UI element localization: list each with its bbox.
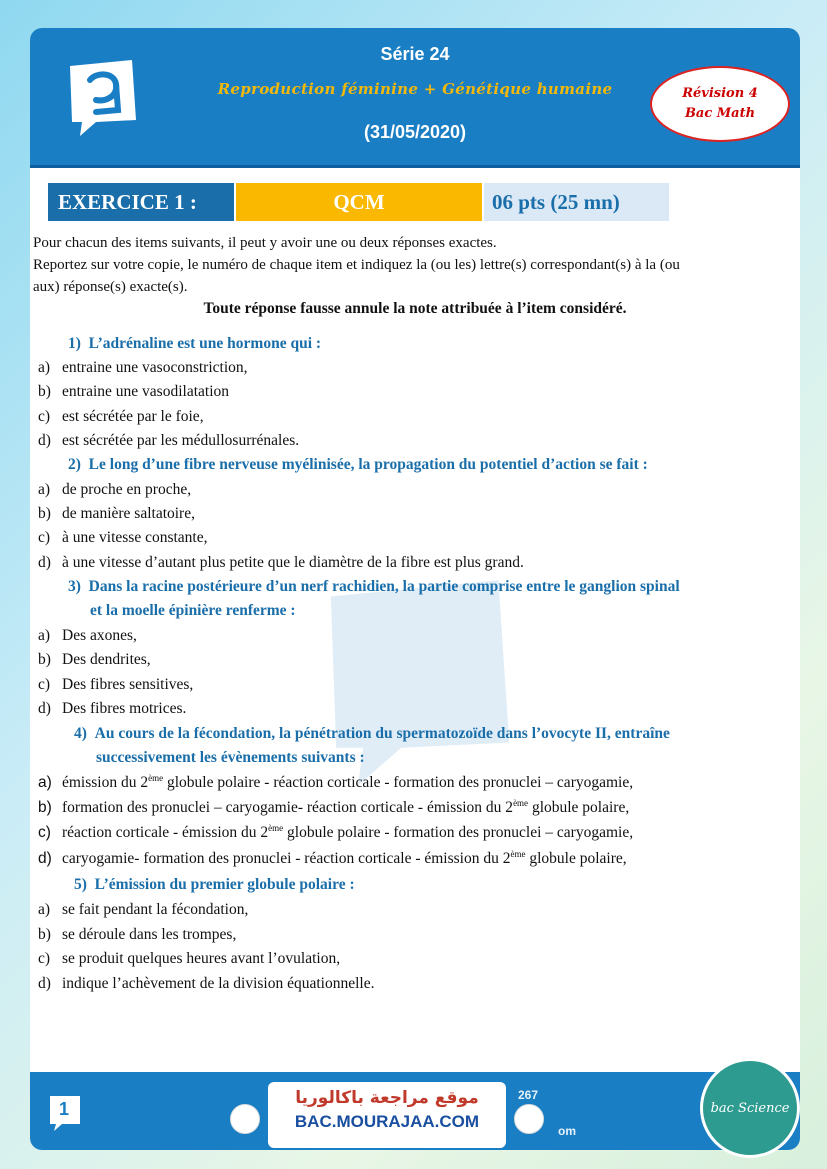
bac-science-logo: bac Science: [700, 1058, 800, 1158]
option-3a: [38, 624, 137, 648]
option-text: se produit quelques heures avant l’ovulation,: [62, 950, 341, 967]
question-text: Dans la racine postérieure d’un nerf rachidien, la partie comprise entre le ganglion spinal: [88, 578, 680, 595]
option-4d: [38, 847, 627, 871]
question-number: 5): [74, 876, 87, 893]
scoring-rule: Toute réponse fausse annule la note attribuée à l’item considéré.: [203, 300, 627, 317]
option-text: se déroule dans les trompes,: [62, 926, 237, 943]
option-letter: d): [38, 554, 51, 571]
option-text: à une vitesse constante,: [62, 529, 208, 546]
option-text: Des dendrites,: [62, 651, 151, 668]
option-letter: c): [38, 824, 51, 841]
option-text: à une vitesse d’autant plus petite que le diamètre de la fibre est plus grand.: [62, 554, 524, 571]
option-4a: [38, 771, 633, 795]
page-number: 1: [58, 1099, 69, 1119]
option-text: de proche en proche,: [62, 481, 192, 498]
stamp-left-logo-icon: [230, 1104, 260, 1134]
question-text: Au cours de la fécondation, la pénétration du spermatozoïde dans l’ovocyte II, entraîne: [94, 725, 670, 742]
question-text: Le long d’une fibre nerveuse myélinisée, la propagation du potentiel d’action se fait :: [88, 456, 648, 473]
option-1a: [38, 356, 248, 380]
option-text: globule polaire - formation des pronuclei – caryogamie,: [283, 824, 634, 841]
instruction-line: Pour chacun des items suivants, il peut y avoir une ou deux réponses exactes.: [33, 235, 497, 251]
exercise-type: QCM: [236, 183, 482, 221]
series-subtitle: Reproduction féminine + Génétique humaine: [217, 80, 613, 98]
exercise-label: EXERCICE 1 :: [48, 183, 234, 221]
question-number: 1): [68, 335, 81, 352]
option-text: caryogamie- formation des pronuclei - réaction corticale - émission du 2: [62, 850, 511, 867]
stamp-right-logo-icon: [514, 1104, 544, 1134]
option-letter: c): [38, 529, 51, 546]
question-number: 3): [68, 578, 81, 595]
stamp-url: BAC.MOURAJAA.COM: [294, 1112, 480, 1131]
option-letter: a): [38, 359, 51, 376]
option-letter: c): [38, 676, 51, 693]
option-letter: b): [38, 926, 51, 943]
option-text: entraine une vasodilatation: [62, 383, 229, 400]
site-stamp: [268, 1082, 506, 1148]
question-text: L’adrénaline est une hormone qui :: [88, 335, 322, 352]
revision-badge: [650, 66, 790, 142]
option-superscript: ème: [148, 772, 164, 783]
option-3c: [38, 673, 193, 697]
stamp-arabic-text: موقع مراجعة باكالوريا: [295, 1088, 479, 1108]
option-letter: d): [38, 850, 52, 867]
option-letter: d): [38, 432, 51, 449]
option-superscript: ème: [268, 822, 284, 833]
option-text: globule polaire - réaction corticale - formation des pronuclei – caryogamie,: [163, 774, 634, 791]
option-letter: a): [38, 481, 51, 498]
option-2c: [38, 526, 207, 550]
option-letter: b): [38, 799, 52, 816]
badge-line-1: Révision 4: [682, 86, 758, 101]
option-5c: [38, 947, 340, 971]
option-4b: [38, 796, 629, 820]
option-4c: [38, 821, 633, 845]
option-5b: [38, 923, 236, 947]
option-text: formation des pronuclei – caryogamie- réaction corticale - émission du 2: [62, 799, 514, 816]
option-letter: a): [38, 774, 52, 791]
option-text: est sécrétée par le foie,: [62, 408, 204, 425]
question-number: 4): [74, 725, 87, 742]
question-1: [68, 332, 321, 356]
option-letter: d): [38, 975, 51, 992]
question-2: [68, 453, 648, 477]
option-text: entraine une vasoconstriction,: [62, 359, 248, 376]
exam-page: [30, 28, 800, 1150]
option-text: indique l’achèvement de la division équationnelle.: [62, 975, 375, 992]
instruction-line: Reportez sur votre copie, le numéro de chaque item et indiquez la (ou les) lettre(s) correspondant(s) à la (ou: [33, 257, 680, 273]
option-letter: b): [38, 651, 51, 668]
question-3: [68, 575, 680, 599]
header-banner: [30, 28, 800, 168]
option-2b: [38, 502, 195, 526]
option-2a: [38, 478, 191, 502]
option-text: globule polaire,: [528, 799, 630, 816]
option-text: émission du 2: [62, 774, 149, 791]
exercise-points: 06 pts (25 mn): [484, 183, 669, 221]
option-1d: [38, 429, 299, 453]
series-title: Série 24: [380, 44, 450, 64]
instructions: [33, 232, 800, 298]
option-text: globule polaire,: [525, 850, 627, 867]
series-date: (31/05/2020): [363, 122, 467, 142]
option-letter: b): [38, 505, 51, 522]
option-text: se fait pendant la fécondation,: [62, 901, 249, 918]
footer-fragment: om: [558, 1124, 576, 1138]
instruction-line: aux) réponse(s) exacte(s).: [33, 279, 188, 295]
option-1b: [38, 380, 229, 404]
option-superscript: ème: [513, 797, 529, 808]
option-text: de manière saltatoire,: [62, 505, 195, 522]
question-4: [74, 722, 670, 746]
question-5: [74, 873, 355, 897]
option-text: est sécrétée par les médullosurrénales.: [62, 432, 300, 449]
option-1c: [38, 405, 204, 429]
option-3d: [38, 697, 186, 721]
option-letter: c): [38, 950, 51, 967]
option-text: Des axones,: [62, 627, 137, 644]
option-5d: [38, 972, 374, 996]
footer-fragment: 267: [518, 1088, 539, 1102]
option-letter: c): [38, 408, 51, 425]
option-3b: [38, 648, 151, 672]
option-superscript: ème: [510, 848, 526, 859]
option-letter: b): [38, 383, 51, 400]
question-4-continued: successivement les évènements suivants :: [96, 749, 365, 766]
option-5a: [38, 898, 248, 922]
question-text: L’émission du premier globule polaire :: [94, 876, 355, 893]
option-letter: a): [38, 627, 51, 644]
question-3-continued: et la moelle épinière renferme :: [90, 602, 296, 619]
option-letter: a): [38, 901, 51, 918]
option-2d: [38, 551, 524, 575]
option-text: Des fibres sensitives,: [62, 676, 194, 693]
badge-line-2: Bac Math: [684, 106, 756, 121]
question-number: 2): [68, 456, 81, 473]
option-letter: d): [38, 700, 51, 717]
option-text: réaction corticale - émission du 2: [62, 824, 269, 841]
option-text: Des fibres motrices.: [62, 700, 187, 717]
